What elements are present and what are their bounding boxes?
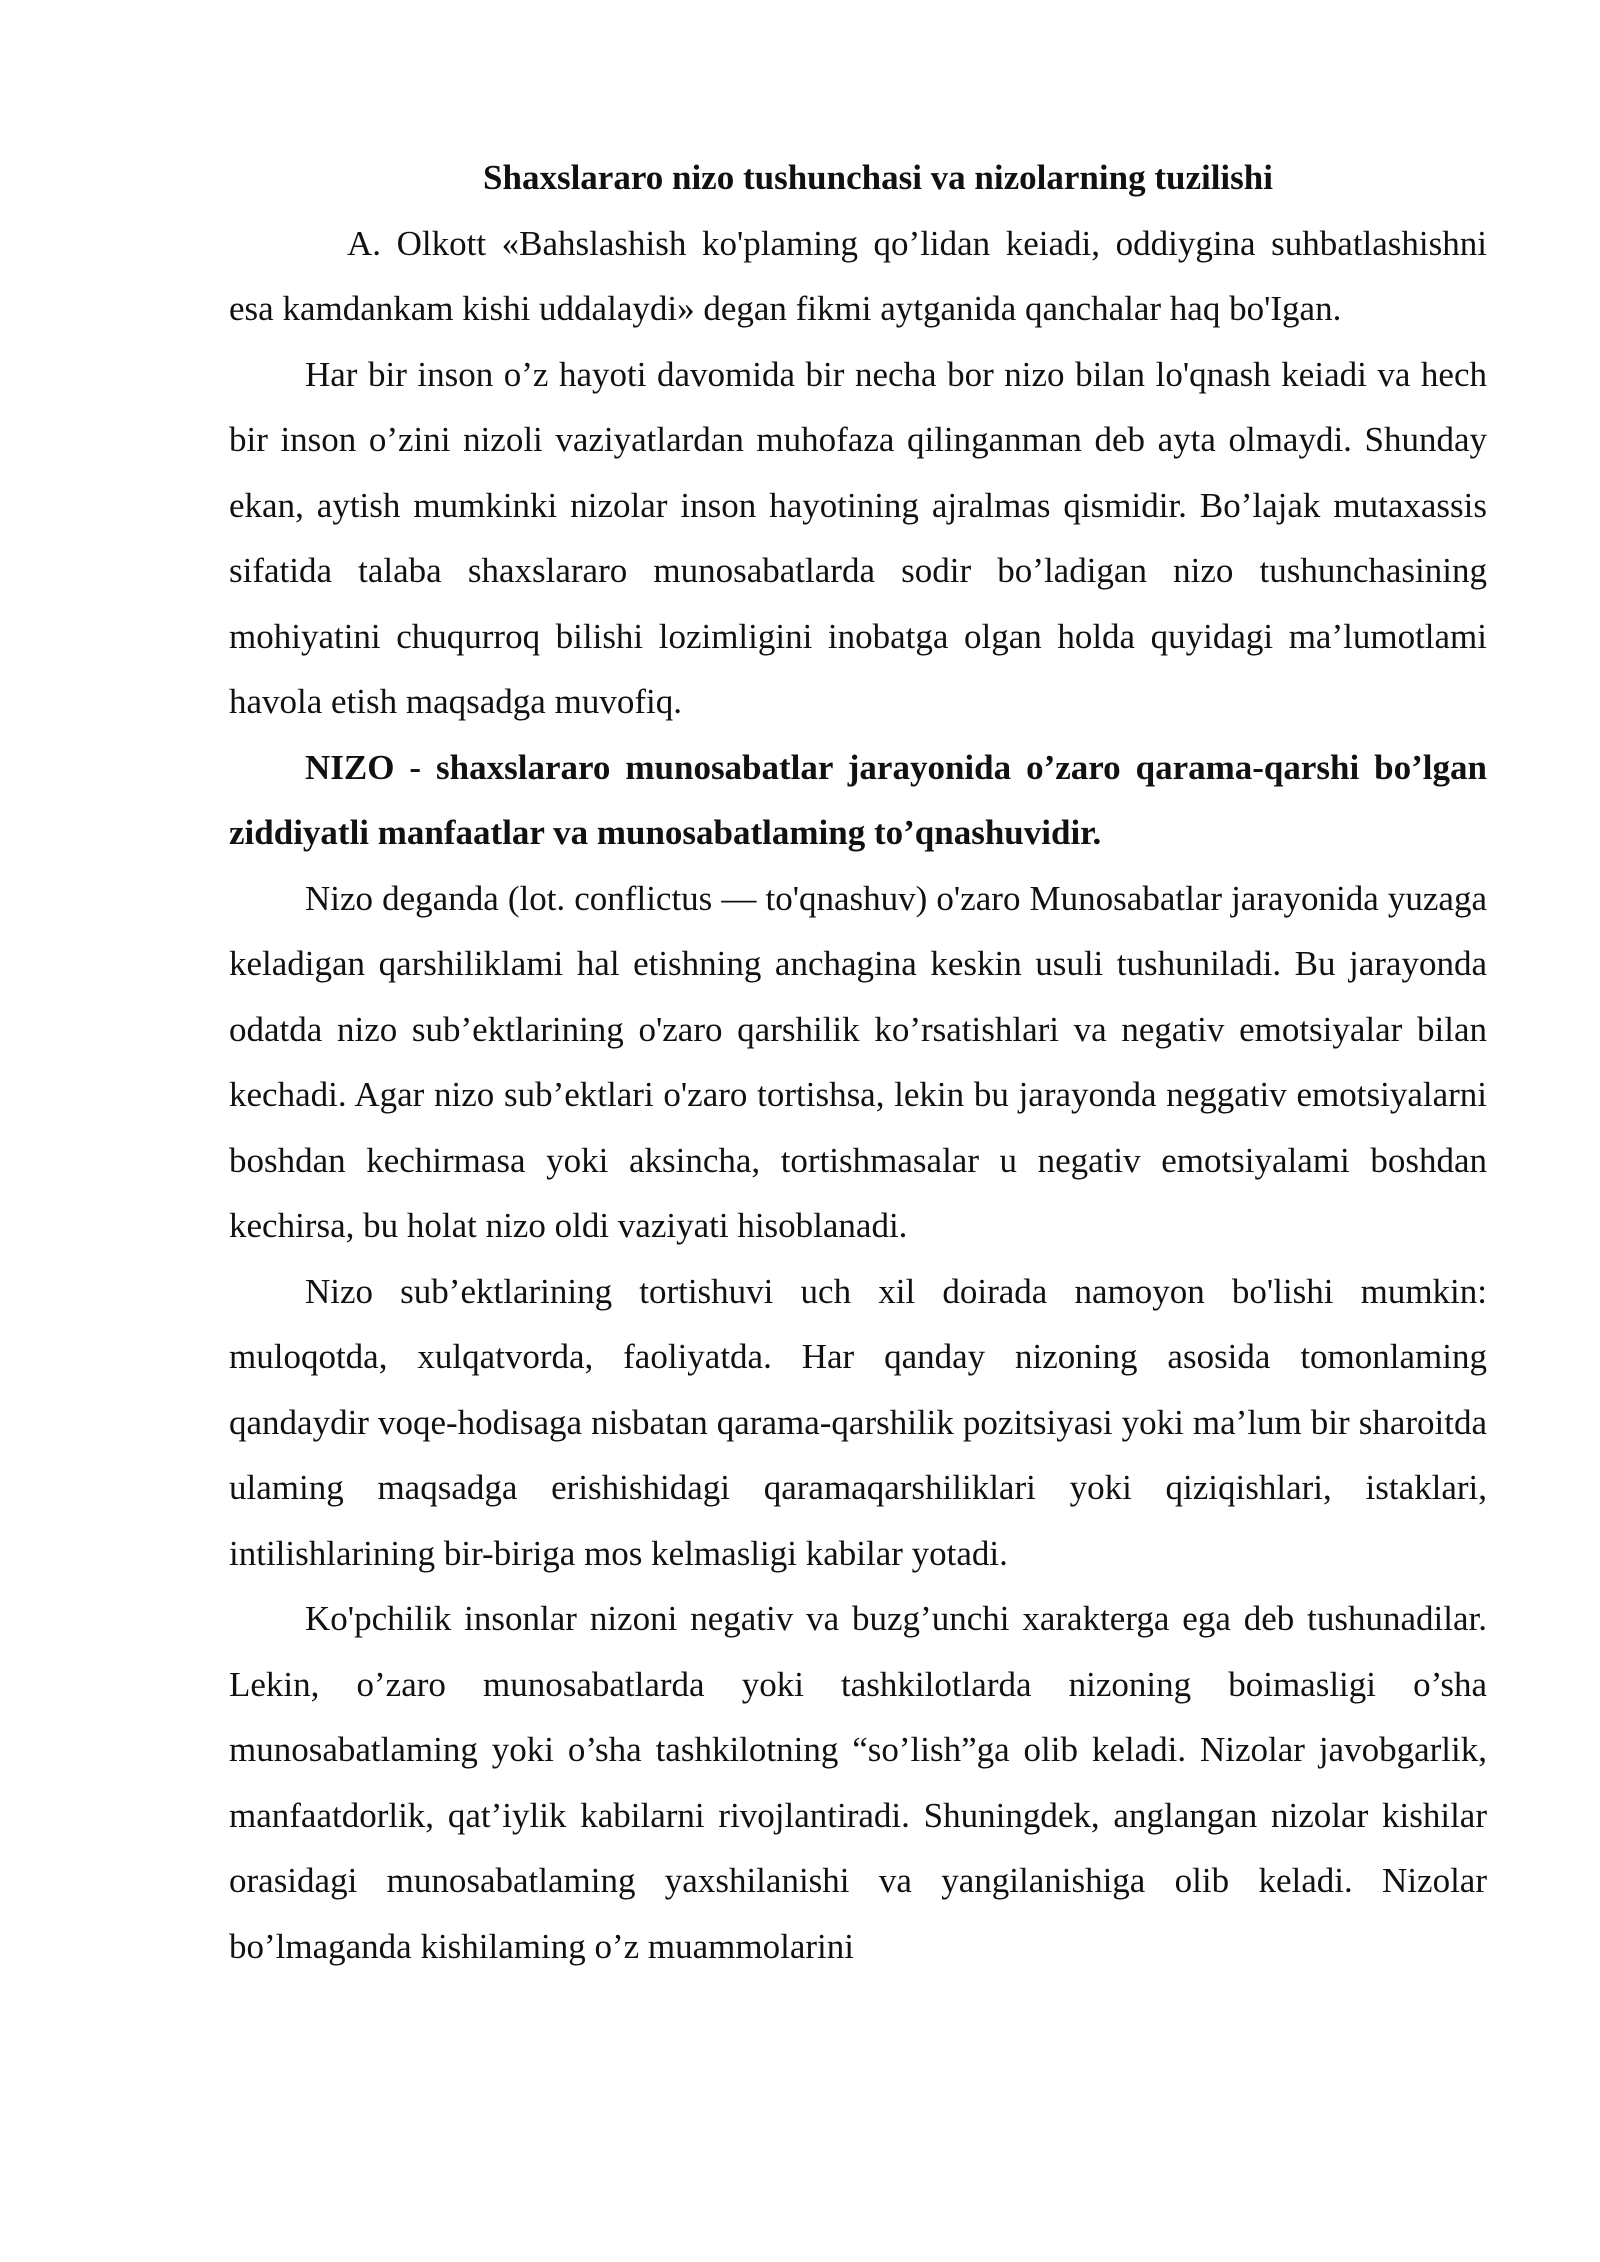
document-title: Shaxslararo nizo tushunchasi va nizolarning tuzilishi: [483, 158, 1273, 197]
paragraph-conflictus: Nizo deganda (lot. conflictus — to'qnashuv) o'zaro Munosabatlar jarayonida yuzaga keladigan qarshiliklami hal etishning anchagina keskin usuli tushuniladi. Bu jarayonda odatda nizo sub’ektlarining o'zaro qarshilik ko’rsatishlari va negativ emotsiyalar bilan kechadi. Agar nizo sub’ektlari o'zaro tortishsa, lekin bu jarayonda neggativ emotsiyalarni boshdan kechirmasa yoki aksincha, tortishmasalar u negativ emotsiyalami boshdan kechirsa, bu holat nizo oldi vaziyati hisoblanadi.: [229, 878, 1487, 1245]
paragraph-nizo-definition: NIZO - shaxslararo munosabatlar jarayonida o’zaro qarama-qarshi bo’lgan ziddiyatli manfaatlar va munosabatlaming to’qnashuvidir.: [229, 747, 1487, 852]
paragraph-three-spheres: Nizo sub’ektlarining tortishuvi uch xil doirada namoyon bo'lishi mumkin: muloqotda, xulqatvorda, faoliyatda. Har qanday nizoning asosida tomonlaming qandaydir voqe-hodisaga nisbatan qarama-qarshilik pozitsiyasi yoki ma’lum bir sharoitda ulaming maqsadga erishishidagi qaramaqarshiliklari yoki qiziqishlari, istaklari, intilishlarining bir-biriga mos kelmasligi kabilar yotadi.: [229, 1271, 1487, 1573]
document-body: [229, 145, 1487, 1979]
paragraph-negative-view: Ko'pchilik insonlar nizoni negativ va buzg’unchi xarakterga ega deb tushunadilar. Lekin, o’zaro munosabatlarda yoki tashkilotlarda nizoning boimasligi o’sha munosabatlaming yoki o’sha tashkilotning “so’lish”ga olib keladi. Nizolar javobgarlik, manfaatdorlik, qat’iylik kabilarni rivojlantiradi. Shuningdek, anglangan nizolar kishilar orasidagi munosabatlaming yaxshilanishi va yangilanishiga olib keladi. Nizolar bo’lmaganda kishilaming o’z muammolarini: [229, 1599, 1487, 1966]
paragraph-olkott-quote: A. Olkott «Bahslashish ko'plaming qo’lidan keiadi, oddiygina suhbatlashishni esa kamdankam kishi uddalaydi» degan fikmi aytganida qanchalar haq bo'Igan.: [229, 223, 1487, 328]
paragraph-conflict-in-life: Har bir inson o’z hayoti davomida bir necha bor nizo bilan lo'qnash keiadi va hech bir inson o’zini nizoli vaziyatlardan muhofaza qilinganman deb ayta olmaydi. Shunday ekan, aytish mumkinki nizolar inson hayotining ajralmas qismidir. Bo’lajak mutaxassis sifatida talaba shaxslararo munosabatlarda sodir bo’ladigan nizo tushunchasining mohiyatini chuqurroq bilishi lozimligini inobatga olgan holda quyidagi ma’lumotlami havola etish maqsadga muvofiq.: [229, 354, 1487, 721]
